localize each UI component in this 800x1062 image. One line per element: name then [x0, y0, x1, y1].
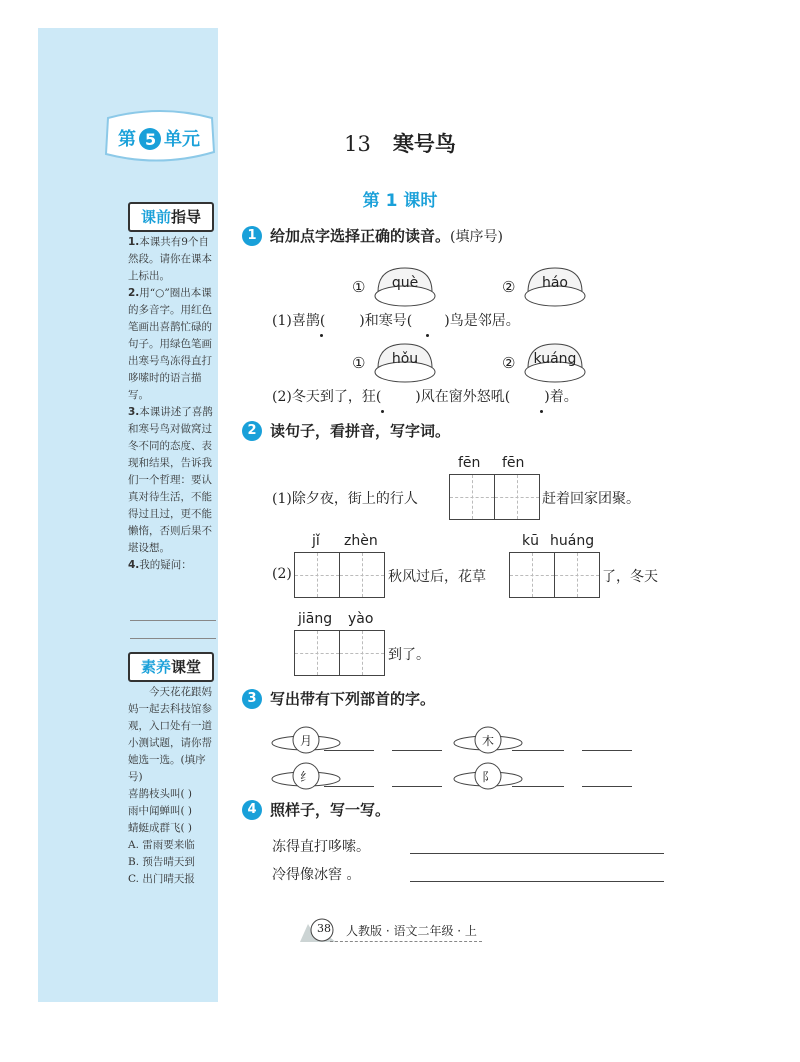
answer-line[interactable]: [410, 853, 664, 854]
emphasis-dot: [540, 410, 543, 413]
page-title: 13 寒号鸟: [344, 131, 456, 156]
pinyin: fēn: [502, 455, 525, 471]
question-line: (1)喜鹊( )和寒号( )鸟是邻居。: [272, 313, 520, 329]
class-heading: 素养课堂: [128, 652, 214, 682]
class-text: 今天花花跟妈妈一起去科技馆参观，入口处有一道小测试题，请你帮她选一选。(填序号): [128, 686, 212, 783]
unit-badge-prefix: 第: [118, 129, 136, 150]
shell-option: kuáng: [522, 340, 588, 384]
guide-item: 4.我的疑问：: [128, 559, 192, 571]
shell-option: háo: [522, 264, 588, 308]
emphasis-dot: [426, 334, 429, 337]
guide-list: [128, 234, 216, 574]
radical-planet: 木: [452, 724, 524, 758]
answer-line[interactable]: [410, 881, 664, 882]
option-number: ①: [352, 278, 366, 296]
guide-heading: 课前指导: [128, 202, 214, 232]
question-number: 2: [242, 421, 262, 441]
divider: [130, 620, 216, 621]
question-prompt: 读句子，看拼音，写字词。: [270, 422, 451, 440]
footer-text: 人教版 · 语文二年级 · 上: [346, 924, 477, 938]
guide-item: 2.用“○”圈出本课的多音字。用红色笔画出喜鹊忙碌的句子。用绿色笔画出寒号鸟冻得直打哆嗦时的语言描写。: [128, 287, 212, 401]
question-line: 到了。: [388, 647, 430, 663]
answer-line[interactable]: [512, 786, 564, 787]
class-item: 喜鹊枝头叫( ): [128, 788, 193, 800]
pinyin: jiāng: [298, 611, 333, 627]
answer-line[interactable]: [392, 786, 442, 787]
answer-line[interactable]: [582, 750, 632, 751]
pinyin: zhèn: [344, 533, 378, 549]
emphasis-dot: [381, 410, 384, 413]
writing-grid[interactable]: [509, 552, 600, 598]
question-line: (2): [272, 566, 292, 582]
example-line: 冻得直打哆嗦。: [272, 839, 370, 855]
pinyin: huáng: [550, 533, 595, 549]
option-number: ①: [352, 354, 366, 372]
question-line: (2)冬天到了，狂( )风在窗外怒吼( )着。: [272, 389, 578, 405]
class-section: [128, 684, 216, 888]
answer-line[interactable]: [324, 750, 374, 751]
answer-line[interactable]: [512, 750, 564, 751]
radical-planet: 纟: [270, 760, 342, 794]
example-line: 冷得像冰窖 。: [272, 867, 361, 883]
lesson-label: 第 1 课时: [362, 191, 438, 211]
footer-dashes: [330, 941, 482, 942]
class-item: 蜻蜓成群飞( ): [128, 822, 193, 834]
question-prompt: 给加点字选择正确的读音。(填序号): [270, 227, 503, 245]
class-item: 雨中闻蝉叫( ): [128, 805, 193, 817]
guide-item: 3.本课讲述了喜鹊和寒号鸟对做窝过冬不同的态度、表现和结果，告诉我们一个哲理：要认真对待生活，不能得过且过，更不能懒惰，否则后果不堪设想。: [128, 406, 213, 554]
class-option: B. 预告晴天到: [128, 856, 195, 868]
writing-grid[interactable]: [449, 474, 540, 520]
class-option: A. 雷雨要来临: [128, 839, 195, 851]
unit-badge-suffix: 单元: [164, 129, 200, 150]
writing-grid[interactable]: [294, 630, 385, 676]
question-number: 3: [242, 689, 262, 709]
radical-planet: 阝: [452, 760, 524, 794]
question-number: 4: [242, 800, 262, 820]
question-line: 了，冬天: [602, 569, 658, 585]
pinyin: kū: [522, 533, 539, 549]
guide-item: 1.本课共有9个自然段。请你在课本上标出。: [128, 236, 212, 282]
writing-grid[interactable]: [294, 552, 385, 598]
question-prompt: 照样子，写一写。: [270, 801, 391, 819]
question-number: 1: [242, 226, 262, 246]
answer-line[interactable]: [582, 786, 632, 787]
answer-line[interactable]: [392, 750, 442, 751]
pinyin: fēn: [458, 455, 481, 471]
page-number: 38: [317, 922, 331, 935]
class-option: C. 出门晴天报: [128, 873, 195, 885]
shell-option: què: [372, 264, 438, 308]
question-line: (1)除夕夜，街上的行人: [272, 491, 418, 507]
pinyin: jǐ: [312, 533, 320, 549]
question-line: 秋风过后，花草: [388, 569, 486, 585]
pinyin: yào: [348, 611, 374, 627]
option-number: ②: [502, 278, 516, 296]
question-prompt: 写出带有下列部首的字。: [270, 690, 436, 708]
option-number: ②: [502, 354, 516, 372]
answer-line[interactable]: [324, 786, 374, 787]
question-line: 赶着回家团聚。: [542, 491, 640, 507]
unit-badge-number: 5: [145, 130, 157, 149]
radical-planet: 月: [270, 724, 342, 758]
emphasis-dot: [320, 334, 323, 337]
shell-option: hǒu: [372, 340, 438, 384]
divider: [130, 638, 216, 639]
